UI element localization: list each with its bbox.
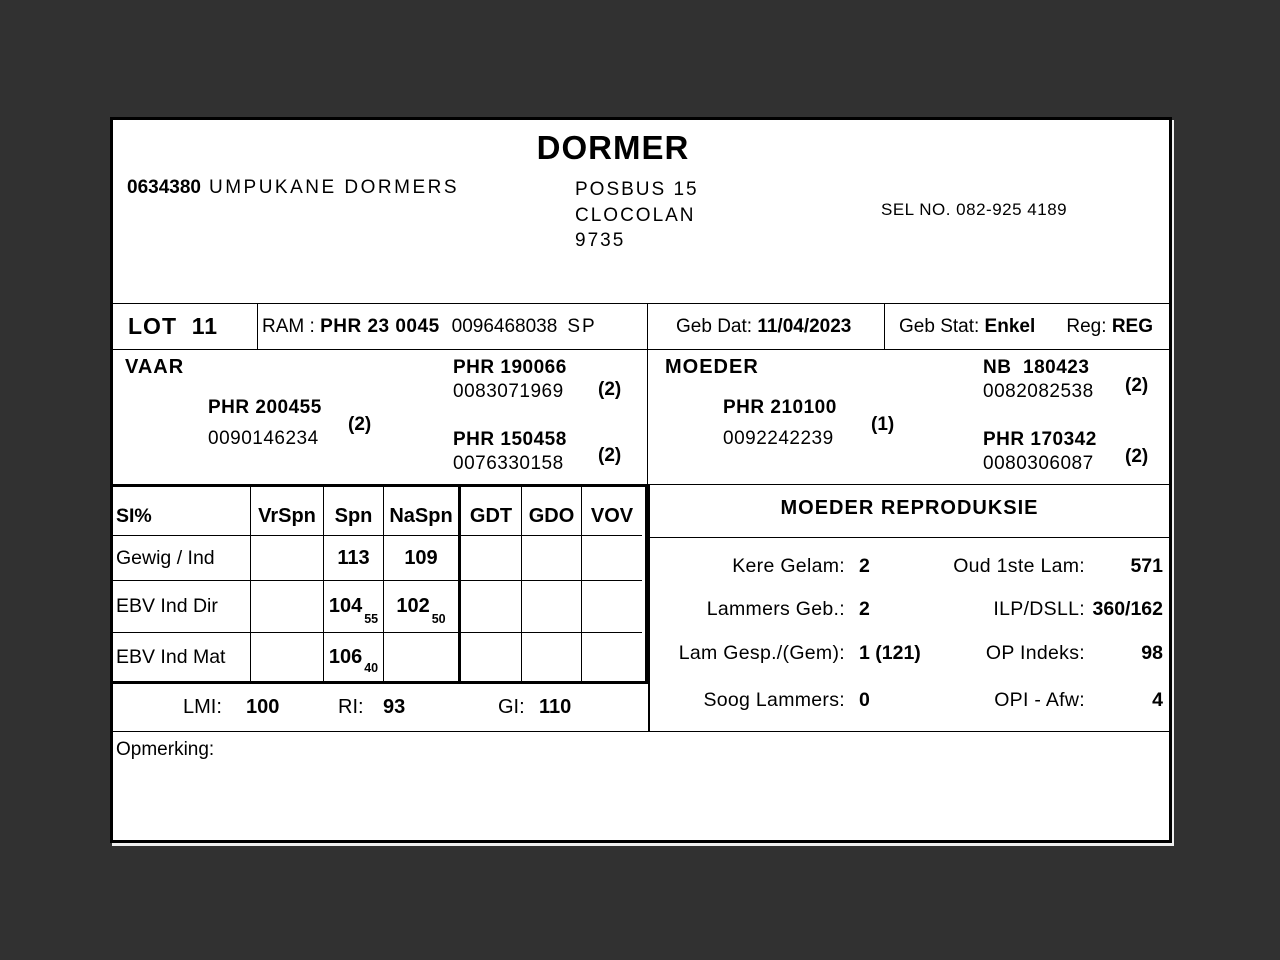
si-cell: [461, 633, 522, 681]
breed-title: DORMER: [536, 129, 690, 166]
dam-id: PHR 210100: [723, 397, 837, 418]
si-accuracy: 40: [364, 661, 379, 675]
repro-left-value: 2: [859, 555, 870, 577]
sire-note: (2): [348, 414, 372, 435]
si-cell: [582, 536, 642, 581]
repro-row: [650, 642, 1169, 665]
birth-status-cell: [885, 304, 1169, 349]
si-row-label: EBV Ind Mat: [113, 633, 251, 681]
si-cell: [384, 581, 461, 633]
statistics-zone: [113, 484, 1169, 731]
repro-right-label: ILP/DSLL:: [993, 598, 1085, 620]
registration: [1066, 316, 1153, 338]
remarks-label: Opmerking:: [116, 739, 215, 760]
si-cell: [251, 581, 324, 633]
repro-left-value: 2: [859, 598, 870, 620]
granddam1-note: (2): [1125, 375, 1149, 396]
sire-panel-label: VAAR: [125, 356, 185, 378]
ram-cell: [258, 304, 648, 349]
registration-label: Reg:: [1066, 315, 1112, 337]
indices-row: [113, 684, 648, 731]
repro-right-value: 4: [1152, 689, 1163, 711]
remarks-section: [113, 731, 1169, 840]
si-col-header: SI%: [113, 487, 251, 536]
si-value: 102: [396, 595, 430, 617]
birth-status-value: Enkel: [984, 315, 1036, 337]
si-value: 113: [337, 546, 370, 569]
si-cell: [461, 581, 522, 633]
repro-right-value: 571: [1130, 555, 1163, 577]
granddam2-tag: 0080306087: [983, 453, 1094, 474]
grandsire1-id: PHR 190066: [453, 357, 567, 378]
repro-right-label: Oud 1ste Lam:: [953, 555, 1085, 577]
si-accuracy: 50: [431, 612, 446, 626]
repro-left-label: Soog Lammers:: [703, 689, 845, 711]
pedigree-section: [113, 350, 1169, 484]
si-col-header: NaSpn: [384, 487, 461, 536]
sire-tag: 0090146234: [208, 428, 319, 449]
si-row-label: EBV Ind Dir: [113, 581, 251, 633]
grandsire2-tag: 0076330158: [453, 453, 564, 474]
si-value: 106: [328, 645, 363, 668]
ri-label: RI:: [338, 696, 364, 718]
lot-number: LOT 11: [113, 304, 258, 349]
repro-left-value: 1 (121): [859, 642, 921, 664]
si-value: 109: [404, 546, 438, 569]
grandsire2-note: (2): [598, 445, 622, 466]
gi-label: GI:: [498, 696, 525, 718]
si-index-table: [113, 484, 648, 684]
ram-tag-number: 0096468038: [451, 315, 558, 337]
repro-right-label: OPI - Afw:: [994, 689, 1085, 711]
si-col-header: Spn: [324, 487, 384, 536]
si-cell: [324, 536, 384, 581]
si-col-header: GDO: [522, 487, 582, 536]
si-cell: [522, 633, 582, 681]
address-line-3: 9735: [575, 230, 626, 251]
lmi-label: LMI:: [183, 696, 222, 718]
repro-right-value: 360/162: [1092, 598, 1163, 620]
repro-left-value: 0: [859, 689, 870, 711]
si-col-header: GDT: [461, 487, 522, 536]
repro-left-label: Lammers Geb.:: [706, 598, 845, 620]
lmi-value: 100: [246, 696, 280, 718]
catalog-card: [110, 117, 1172, 843]
birth-date-label: Geb Dat:: [676, 315, 758, 337]
si-accuracy: 55: [364, 612, 379, 626]
si-cell: [324, 581, 384, 633]
repro-left-label: Lam Gesp./(Gem):: [678, 642, 845, 664]
repro-row: [650, 689, 1169, 712]
si-cell: [522, 581, 582, 633]
repro-right-value: 98: [1141, 642, 1163, 664]
dam-note: (1): [871, 414, 895, 435]
grandsire1-tag: 0083071969: [453, 381, 564, 402]
granddam1-tag: 0082082538: [983, 381, 1094, 402]
si-cell: [582, 633, 642, 681]
si-cell: [251, 633, 324, 681]
birth-date-cell: [648, 304, 885, 349]
breeder-number: 0634380: [127, 177, 201, 198]
registration-value: REG: [1111, 315, 1153, 337]
ri-value: 93: [383, 696, 406, 718]
si-cell: [324, 633, 384, 681]
address-line-1: POSBUS 15: [575, 179, 699, 200]
dam-reproduction-title: MOEDER REPRODUKSIE: [650, 485, 1169, 538]
address-line-2: CLOCOLAN: [575, 204, 696, 226]
ram-id: PHR 23 0045: [320, 315, 440, 337]
breeder-name: UMPUKANE DORMERS: [208, 177, 460, 198]
si-value: 104: [328, 595, 363, 617]
birth-status-label: Geb Stat:: [899, 315, 985, 337]
granddam1-id: NB 180423: [983, 357, 1090, 378]
si-cell: [384, 633, 461, 681]
grandsire1-note: (2): [598, 379, 622, 400]
granddam2-note: (2): [1125, 446, 1149, 467]
si-cell: [384, 536, 461, 581]
repro-row: [650, 555, 1169, 578]
lot-row: [113, 303, 1169, 350]
ram-label: RAM :: [262, 315, 321, 337]
breeder-address: [575, 177, 699, 254]
si-cell: [582, 581, 642, 633]
sire-id: PHR 200455: [208, 397, 322, 418]
dam-panel-label: MOEDER: [665, 356, 759, 378]
gi-value: 110: [539, 696, 572, 718]
phone-number: SEL NO. 082-925 4189: [881, 200, 1068, 219]
birth-status: [899, 316, 1035, 338]
ram-suffix: SP: [567, 315, 597, 337]
dam-tag: 0092242239: [723, 428, 834, 449]
sire-panel: [113, 350, 648, 484]
si-row-label: Gewig / Ind: [113, 536, 251, 581]
si-cell: [522, 536, 582, 581]
dam-reproduction-panel: [648, 484, 1169, 731]
grandsire2-id: PHR 150458: [453, 429, 567, 450]
dam-panel: [648, 350, 1169, 484]
si-col-header: VOV: [582, 487, 642, 536]
breeder-line: [127, 177, 459, 199]
si-cell: [461, 536, 522, 581]
si-col-header: VrSpn: [251, 487, 324, 536]
repro-row: [650, 598, 1169, 621]
repro-right-label: OP Indeks:: [985, 642, 1085, 664]
granddam2-id: PHR 170342: [983, 429, 1097, 450]
si-cell: [251, 536, 324, 581]
repro-left-label: Kere Gelam:: [732, 555, 845, 577]
birth-date-value: 11/04/2023: [757, 315, 852, 337]
